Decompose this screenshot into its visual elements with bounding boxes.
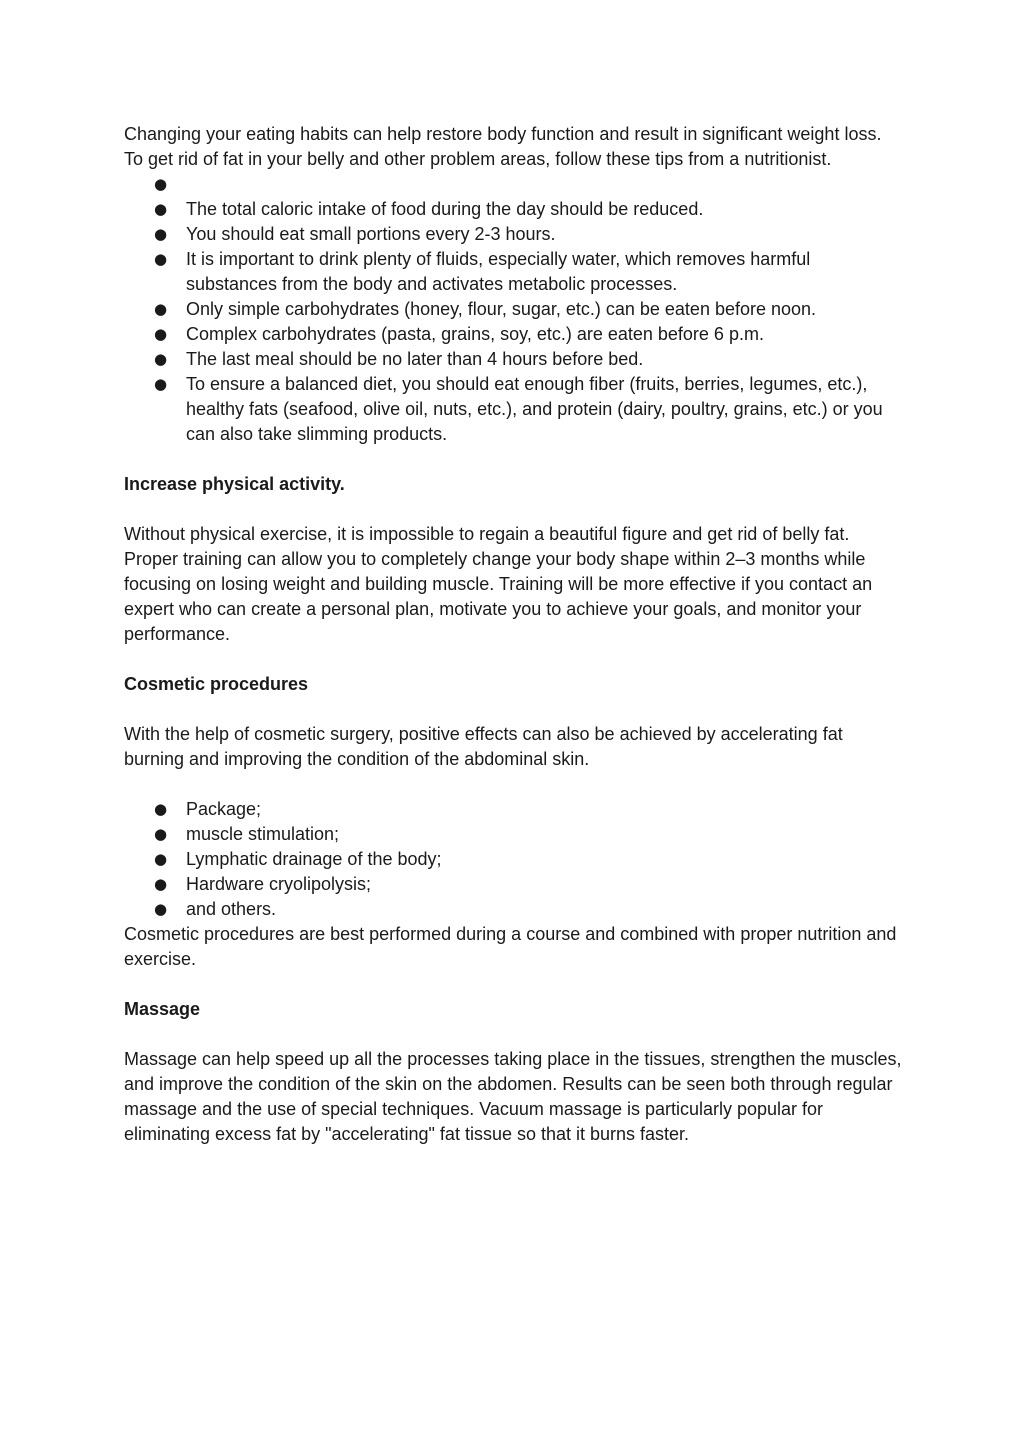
list-item-text: Package; [186, 799, 262, 819]
bullet-icon: ● [154, 850, 168, 868]
paragraph-gap [124, 697, 904, 722]
section-heading-cosmetic: Cosmetic procedures [124, 674, 309, 694]
bullet-icon: ● [154, 350, 168, 368]
bullet-icon: ● [154, 375, 168, 393]
list-item-text: Only simple carbohydrates (honey, flour, sugar, etc.) can be eaten before noon. [186, 299, 817, 319]
list-item-text: and others. [186, 899, 277, 919]
paragraph-gap [124, 1022, 904, 1047]
list-item [124, 897, 904, 922]
list-item [124, 347, 904, 372]
document-body [124, 122, 904, 1147]
list-item [124, 372, 904, 447]
list-item-text: You should eat small portions every 2-3 hours. [186, 224, 556, 244]
list-item [124, 322, 904, 347]
list-item-text: muscle stimulation; [186, 824, 340, 844]
section-heading-physical-activity: Increase physical activity. [124, 474, 345, 494]
bullet-icon: ● [154, 250, 168, 268]
list-item [124, 822, 904, 847]
list-item [124, 797, 904, 822]
bullet-icon: ● [154, 825, 168, 843]
list-item [124, 172, 904, 197]
paragraph-gap [124, 972, 904, 997]
list-item-text: The last meal should be no later than 4 hours before bed. [186, 349, 644, 369]
list-item-text: Lymphatic drainage of the body; [186, 849, 442, 869]
bullet-icon: ● [154, 325, 168, 343]
list-item [124, 297, 904, 322]
cosmetic-closing-paragraph: Cosmetic procedures are best performed during a course and combined with proper nutrition and exercise. [124, 924, 897, 969]
cosmetic-procedures-list [124, 797, 904, 922]
massage-paragraph: Massage can help speed up all the processes taking place in the tissues, strengthen the muscles, and improve the condition of the skin on the abdomen. Results can be seen both through regular massage and the use of special techniques. Vacuum massage is particularly popular for eliminating excess fat by "accelerating" fat tissue so that it burns faster. [124, 1049, 902, 1144]
list-item [124, 847, 904, 872]
bullet-icon: ● [154, 175, 168, 193]
list-item-text: Complex carbohydrates (pasta, grains, soy, etc.) are eaten before 6 p.m. [186, 324, 764, 344]
bullet-icon: ● [154, 875, 168, 893]
list-item-text: To ensure a balanced diet, you should eat enough fiber (fruits, berries, legumes, etc.), healthy fats (seafood, olive oil, nuts, etc.), and protein (dairy, poultry, grains, etc.) or you can also take slimming products. [186, 374, 883, 444]
paragraph-gap [124, 647, 904, 672]
paragraph-gap [124, 497, 904, 522]
bullet-icon: ● [154, 200, 168, 218]
nutrition-tips-list [124, 172, 904, 447]
paragraph-gap [124, 772, 904, 797]
intro-paragraph: Changing your eating habits can help restore body function and result in significant weight loss. To get rid of fat in your belly and other problem areas, follow these tips from a nutritionist. [124, 124, 882, 169]
list-item [124, 197, 904, 222]
section-heading-massage: Massage [124, 999, 201, 1019]
bullet-icon: ● [154, 900, 168, 918]
list-item-text: Hardware cryolipolysis; [186, 874, 372, 894]
cosmetic-paragraph: With the help of cosmetic surgery, positive effects can also be achieved by accelerating fat burning and improving the condition of the abdominal skin. [124, 724, 843, 769]
list-item-text: It is important to drink plenty of fluids, especially water, which removes harmful substances from the body and activates metabolic processes. [186, 249, 811, 294]
list-item [124, 872, 904, 897]
list-item [124, 222, 904, 247]
bullet-icon: ● [154, 800, 168, 818]
bullet-icon: ● [154, 225, 168, 243]
list-item [124, 247, 904, 297]
bullet-icon: ● [154, 300, 168, 318]
paragraph-gap [124, 447, 904, 472]
list-item-text: The total caloric intake of food during the day should be reduced. [186, 199, 704, 219]
physical-activity-paragraph: Without physical exercise, it is impossible to regain a beautiful figure and get rid of belly fat. Proper training can allow you to completely change your body shape within 2–3 months while focusing on losing weight and building muscle. Training will be more effective if you contact an expert who can create a personal plan, motivate you to achieve your goals, and monitor your performance. [124, 524, 873, 644]
